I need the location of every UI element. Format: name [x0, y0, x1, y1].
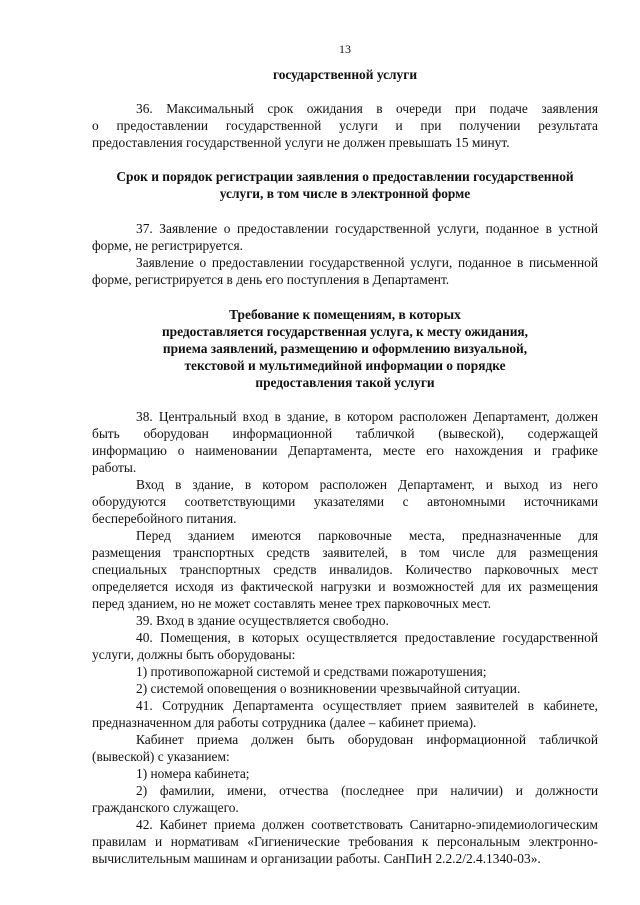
text-line: предоставления государственной услуги не должен превышать 15 минут.: [92, 135, 510, 150]
paragraph-36: [92, 100, 598, 151]
heading-line: предоставляется государственная услуга, к месту ожидания,: [161, 324, 529, 339]
text-line: 42. Кабинет приема должен соответствовать Санитарно-эпидемиологическим: [136, 817, 598, 832]
text-line: Кабинет приема должен быть оборудован информационной табличкой: [136, 732, 598, 747]
heading-line: Срок и порядок регистрации заявления о предоставлении государственной: [116, 169, 574, 184]
text-line: определяется исходя из фактической нагрузки и возможностей для их размещения: [92, 579, 598, 594]
page-number: 13: [339, 42, 351, 56]
text-line: вычислительным машинам и организации работы. СанПиН 2.2.2/2.4.1340-03».: [92, 851, 541, 866]
text-line: услуги, должны быть оборудованы:: [92, 647, 296, 662]
text-line: 1) номера кабинета;: [136, 766, 250, 781]
paragraph-38b: [92, 476, 598, 527]
paragraph-39: [92, 612, 598, 629]
text-line: Вход в здание, в котором расположен Департамент, и выход из него: [136, 477, 598, 492]
heading-requirements: [92, 306, 598, 391]
list-item-41-1: [92, 765, 598, 782]
heading-line: предоставления такой услуги: [255, 375, 435, 390]
paragraph-40: [92, 629, 598, 663]
text-line: (вывеской) с указанием:: [92, 749, 230, 764]
text-line: быть оборудован информационной табличкой (вывеской), содержащей: [92, 426, 598, 441]
text-line: размещения транспортных средств заявителей, в том числе для размещения: [92, 545, 598, 560]
list-item-40-2: [92, 680, 598, 697]
text-line: информацию о наименовании Департамента, месте его нахождения и графике: [92, 443, 598, 458]
text-line: форме, регистрируется в день его поступления в Департамент.: [92, 272, 450, 287]
list-item-41-2: [92, 782, 598, 816]
text-line: бесперебойного питания.: [92, 511, 237, 526]
text-line: оборудуются соответствующими указателями с автономными источниками: [92, 494, 598, 509]
text-line: 38. Центральный вход в здание, в котором расположен Департамент, должен: [136, 409, 598, 424]
heading-line: Требование к помещениям, в которых: [229, 307, 461, 322]
text-line: предназначенном для работы сотрудника (далее – кабинет приема).: [92, 715, 477, 730]
text-line: о предоставлении государственной услуги и при получении результата: [92, 118, 598, 133]
paragraph-41b: [92, 731, 598, 765]
text-line: Перед зданием имеются парковочные места, предназначенные для: [136, 528, 598, 543]
heading-line: приема заявлений, размещению и оформлению визуальной,: [162, 341, 528, 356]
text-line: форме, не регистрируется.: [92, 238, 243, 253]
paragraph-38: [92, 408, 598, 476]
list-item-40-1: [92, 663, 598, 680]
text-line: работы.: [92, 460, 137, 475]
text-line: 40. Помещения, в которых осуществляется предоставление государственной: [136, 630, 598, 645]
text-line: 2) фамилии, имени, отчества (последнее при наличии) и должности: [136, 783, 598, 798]
text-line: правилам и нормативам «Гигиенические требования к персональным электронно-: [92, 834, 598, 849]
text-line: 36. Максимальный срок ожидания в очереди при подаче заявления: [136, 101, 598, 116]
heading-line: текстовой и мультимедийной информации о порядке: [184, 358, 506, 373]
paragraph-41: [92, 697, 598, 731]
text-line: специальных транспортных средств инвалидов. Количество парковочных мест: [92, 562, 598, 577]
text-line: 41. Сотрудник Департамента осуществляет прием заявителей в кабинете,: [136, 698, 598, 713]
text-line: гражданского служащего.: [92, 800, 239, 815]
text-line: 2) системой оповещения о возникновении чрезвычайной ситуации.: [136, 681, 521, 696]
paragraph-37: [92, 220, 598, 254]
text-line: Заявление о предоставлении государственной услуги, поданное в письменной: [136, 255, 598, 270]
heading-line: услуги, в том числе в электронной форме: [219, 186, 471, 201]
text-line: перед зданием, но не может составлять менее трех парковочных мест.: [92, 596, 491, 611]
heading-registration: [92, 168, 598, 202]
text-line: 39. Вход в здание осуществляется свободно.: [136, 613, 389, 628]
paragraph-42: [92, 816, 598, 867]
paragraph-37b: [92, 254, 598, 288]
text-line: 1) противопожарной системой и средствами пожаротушения;: [136, 664, 487, 679]
text-line: 37. Заявление о предоставлении государственной услуги, поданное в устной: [136, 221, 598, 236]
heading-top: государственной услуги: [272, 67, 418, 82]
paragraph-38c: [92, 527, 598, 612]
